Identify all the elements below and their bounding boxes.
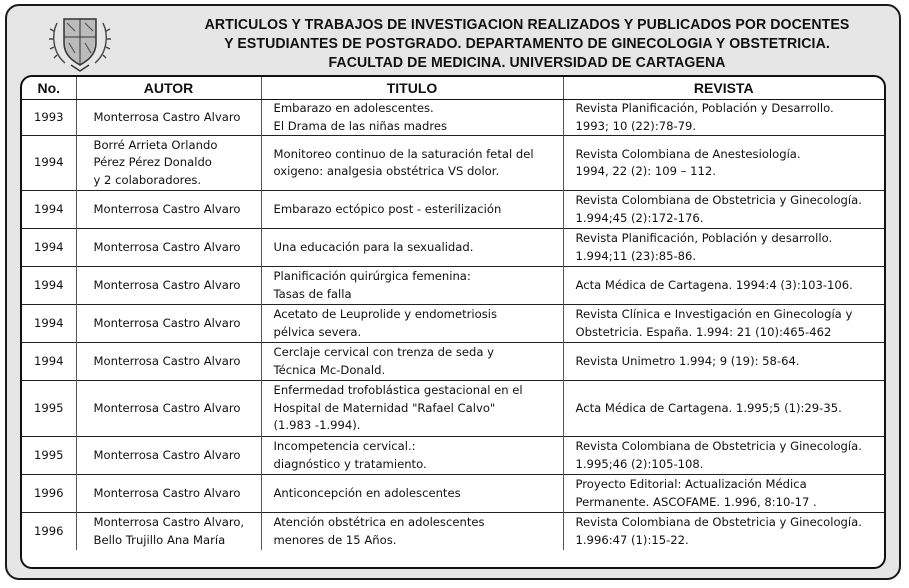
cell-text-line: 1.996:47 (1):15-22. [575, 532, 689, 547]
cell-titulo [261, 513, 563, 551]
cell-text-line: Planificación quirúrgica femenina: [273, 269, 471, 283]
cell-text-line: menores de 15 Años. [273, 532, 397, 547]
column-header-no: No. [22, 77, 76, 100]
cell-no: 1994 [22, 191, 76, 229]
cell-text-line: Monterrosa Castro Alvaro [93, 201, 241, 216]
cell-no: 1995 [22, 381, 76, 437]
cell-text-line: Bello Trujillo Ana María [93, 532, 226, 547]
cell-text-line: Revista Planificación, Población y desarrollo. [575, 231, 833, 245]
cell-revista [563, 100, 884, 136]
cell-text-line: y 2 colaboradores. [93, 172, 202, 187]
document-heading [164, 16, 889, 73]
column-header-autor: AUTOR [76, 77, 261, 100]
cell-no: 1996 [22, 513, 76, 551]
cell-revista [563, 343, 884, 381]
cell-text-line: pélvica severa. [273, 324, 362, 339]
cell-no: 1995 [22, 437, 76, 475]
cell-text-line: Monterrosa Castro Alvaro [93, 447, 241, 462]
cell-text-line: Monterrosa Castro Alvaro [93, 277, 241, 292]
table-row [22, 343, 884, 381]
cell-text-line: Monterrosa Castro Alvaro [93, 239, 241, 254]
cell-autor [76, 305, 261, 343]
university-crest-icon [47, 13, 113, 73]
cell-autor [76, 100, 261, 136]
cell-revista [563, 437, 884, 475]
cell-text-line: Revista Colombiana de Obstetricia y Ginecología. [575, 193, 862, 207]
table-row [22, 305, 884, 343]
cell-autor [76, 513, 261, 551]
cell-no: 1994 [22, 229, 76, 267]
cell-text-line: Monterrosa Castro Alvaro [93, 109, 241, 124]
table-row [22, 100, 884, 136]
cell-text-line: Técnica Mc-Donald. [273, 362, 386, 377]
cell-text-line: Revista Colombiana de Obstetricia y Ginecología. [575, 439, 862, 453]
cell-text-line: Acetato de Leuprolide y endometriosis [273, 307, 498, 321]
cell-text-line: Una educación para la sexualidad. [273, 239, 474, 254]
heading-line-1: ARTICULOS Y TRABAJOS DE INVESTIGACION REALIZADOS Y PUBLICADOS POR DOCENTES [204, 17, 850, 33]
cell-text-line: 1994, 22 (2): 109 – 112. [575, 164, 716, 178]
cell-text-line: 1.994;45 (2):172-176. [575, 210, 704, 225]
cell-text-line: Monterrosa Castro Alvaro, [93, 515, 245, 529]
cell-text-line: Incompetencia cervical.: [273, 439, 416, 453]
cell-text-line: Permanente. ASCOFAME. 1.996, 8:10-17 . [575, 494, 817, 509]
cell-revista [563, 305, 884, 343]
cell-text-line: oxigeno: analgesia obstétrica VS dolor. [273, 164, 500, 178]
cell-revista [563, 475, 884, 513]
cell-no: 1993 [22, 100, 76, 136]
cell-titulo [261, 437, 563, 475]
cell-autor [76, 343, 261, 381]
cell-text-line: 1993; 10 (22):78-79. [575, 118, 697, 133]
cell-titulo [261, 475, 563, 513]
cell-titulo [261, 191, 563, 229]
cell-text-line: Tasas de falla [273, 286, 352, 301]
cell-text-line: diagnóstico y tratamiento. [273, 456, 427, 471]
cell-revista [563, 381, 884, 437]
table-row [22, 136, 884, 191]
cell-revista [563, 267, 884, 305]
cell-titulo [261, 136, 563, 191]
cell-titulo [261, 100, 563, 136]
cell-text-line: Acta Médica de Cartagena. 1.995;5 (1):29-35. [575, 400, 842, 415]
column-header-titulo: TITULO [261, 77, 563, 100]
cell-no: 1994 [22, 305, 76, 343]
cell-text-line: Embarazo ectópico post - esterilización [273, 201, 502, 216]
cell-text-line: 1.995;46 (2):105-108. [575, 456, 704, 471]
cell-no: 1994 [22, 343, 76, 381]
cell-revista [563, 229, 884, 267]
cell-text-line: Anticoncepción en adolescentes [273, 485, 461, 500]
publications-table [20, 75, 886, 569]
cell-text-line: Acta Médica de Cartagena. 1994:4 (3):103-106. [575, 277, 853, 292]
table-row [22, 381, 884, 437]
cell-text-line: Pérez Pérez Donaldo [93, 155, 212, 170]
cell-text-line: Hospital de Maternidad "Rafael Calvo" [273, 400, 496, 415]
cell-text-line: Obstetricia. España. 1.994: 21 (10):465-462 [575, 324, 832, 339]
cell-text-line: Monterrosa Castro Alvaro [93, 400, 241, 415]
cell-autor [76, 191, 261, 229]
cell-titulo [261, 381, 563, 437]
cell-titulo [261, 343, 563, 381]
cell-text-line: Monterrosa Castro Alvaro [93, 315, 241, 330]
cell-text-line: (1.983 -1.994). [273, 418, 361, 433]
cell-text-line: Revista Colombiana de Obstetricia y Ginecología. [575, 515, 862, 529]
cell-text-line: Atención obstétrica en adolescentes [273, 515, 485, 529]
table-row [22, 191, 884, 229]
cell-autor [76, 437, 261, 475]
cell-text-line: Cerclaje cervical con trenza de seda y [273, 345, 494, 359]
cell-text-line: Monterrosa Castro Alvaro [93, 353, 241, 368]
table-row [22, 267, 884, 305]
cell-titulo [261, 267, 563, 305]
cell-titulo [261, 229, 563, 267]
cell-autor [76, 475, 261, 513]
cell-autor [76, 267, 261, 305]
cell-autor [76, 229, 261, 267]
cell-no: 1994 [22, 136, 76, 191]
column-header-revista: REVISTA [563, 77, 884, 100]
cell-text-line: Revista Unimetro 1.994; 9 (19): 58-64. [575, 353, 800, 368]
cell-text-line: Embarazo en adolescentes. [273, 101, 434, 115]
cell-revista [563, 513, 884, 551]
cell-text-line: Borré Arrieta Orlando [93, 137, 218, 152]
cell-autor [76, 381, 261, 437]
heading-line-2: Y ESTUDIANTES DE POSTGRADO. DEPARTAMENTO DE GINECOLOGIA Y OBSTETRICIA. [224, 36, 830, 52]
table-row [22, 475, 884, 513]
cell-autor [76, 136, 261, 191]
cell-text-line: Proyecto Editorial: Actualización Médica [575, 477, 807, 491]
cell-no: 1994 [22, 267, 76, 305]
cell-text-line: Revista Clínica e Investigación en Ginecología y [575, 307, 853, 321]
cell-text-line: Revista Planificación, Población y Desarrollo. [575, 101, 834, 115]
table-row [22, 513, 884, 551]
cell-no: 1996 [22, 475, 76, 513]
table-header-row [22, 77, 884, 100]
table-row [22, 437, 884, 475]
cell-revista [563, 136, 884, 191]
heading-line-3: FACULTAD DE MEDICINA. UNIVERSIDAD DE CARTAGENA [328, 55, 726, 71]
cell-text-line: Monterrosa Castro Alvaro [93, 485, 241, 500]
cell-text-line: 1.994;11 (23):85-86. [575, 248, 697, 263]
cell-titulo [261, 305, 563, 343]
cell-revista [563, 191, 884, 229]
cell-text-line: El Drama de las niñas madres [273, 118, 448, 133]
cell-text-line: Revista Colombiana de Anestesiología. [575, 146, 801, 161]
table-row [22, 229, 884, 267]
cell-text-line: Enfermedad trofoblástica gestacional en el [273, 383, 523, 398]
cell-text-line: Monitoreo continuo de la saturación fetal del [273, 146, 534, 161]
